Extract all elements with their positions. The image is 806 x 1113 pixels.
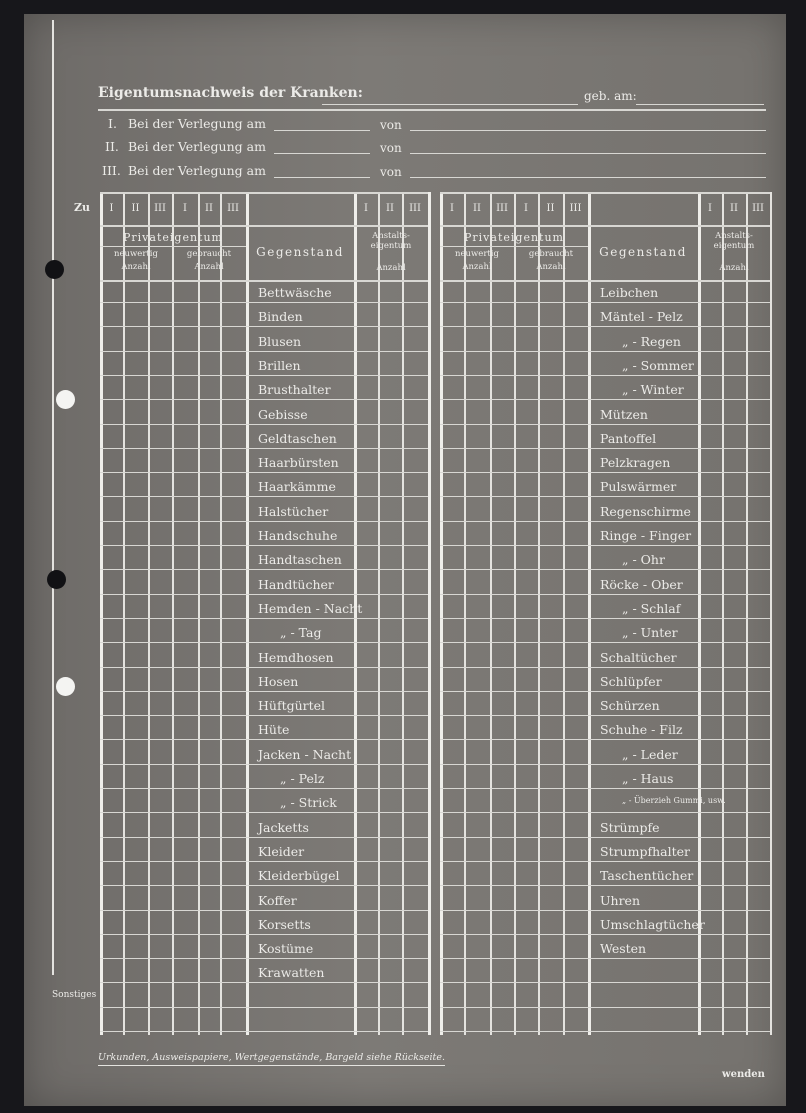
right-item-label: Umschlagtücher — [600, 916, 705, 932]
transfer-von-label: von — [380, 141, 402, 155]
column-roman-header: I — [450, 203, 454, 214]
grid-row-line — [440, 934, 770, 935]
grid-row-line — [440, 280, 770, 282]
grid-row-line — [100, 594, 428, 595]
grid-row-line — [440, 496, 770, 497]
grid-row-line — [440, 958, 770, 959]
right-item-label: Taschentücher — [600, 868, 694, 884]
column-roman-header: III — [496, 203, 508, 214]
grid-row-line — [440, 1031, 770, 1032]
right-item-label: „ - Leder — [622, 746, 678, 762]
transfer-roman: I. — [108, 116, 117, 131]
transfer-von-label: von — [380, 118, 402, 132]
privateigentum-header: Privateigentum — [464, 231, 564, 244]
left-item-label: Geldtaschen — [258, 430, 337, 446]
gegenstand-header: Gegenstand — [256, 245, 344, 259]
left-item-label: Bettwäsche — [258, 285, 332, 300]
grid-row-line — [100, 246, 246, 247]
transfer-roman: III. — [102, 163, 121, 178]
grid-row-line — [440, 302, 770, 303]
grid-row-line — [440, 351, 770, 352]
grid-row-line — [100, 812, 428, 813]
right-item-label: Ringe - Finger — [600, 528, 692, 543]
grid-row-line — [100, 375, 428, 376]
column-roman-header: II — [730, 203, 738, 214]
transfer-von-label: von — [380, 165, 402, 179]
transfer-date-line[interactable] — [274, 153, 370, 154]
grid-row-line — [440, 642, 770, 643]
grid-row-line — [100, 958, 428, 959]
left-item-label: Hosen — [258, 673, 299, 689]
grid-row-line — [100, 280, 428, 282]
transfer-from-line[interactable] — [410, 130, 766, 131]
transfer-label: Bei der Verlegung am — [128, 163, 266, 178]
grid-row-line — [100, 934, 428, 935]
grid-row-line — [440, 812, 770, 813]
left-item-label: Krawatten — [258, 965, 325, 981]
right-item-label: „ - Haus — [622, 771, 674, 786]
grid-row-line — [100, 448, 428, 449]
name-fill-line[interactable] — [322, 104, 578, 105]
grid-row-line — [100, 739, 428, 740]
grid-row-line — [440, 472, 770, 473]
left-item-label: Gebisse — [258, 406, 308, 422]
grid-row-line — [100, 1007, 428, 1008]
left-item-label: „ - Strick — [280, 795, 337, 811]
grid-row-line — [440, 246, 588, 247]
grid-row-line — [440, 837, 770, 838]
transfer-label: Bei der Verlegung am — [128, 139, 266, 154]
grid-row-line — [440, 788, 770, 789]
neuwertig-anzahl: Anzahl — [462, 262, 492, 272]
birthdate-label: geb. am: — [584, 89, 637, 103]
left-item-label: Hemden - Nacht — [258, 600, 363, 616]
grid-row-line — [100, 1031, 428, 1032]
left-item-label: Handtaschen — [258, 552, 342, 568]
column-roman-header: I — [109, 203, 114, 214]
column-roman-header: I — [708, 203, 712, 214]
column-roman-header: I — [364, 203, 368, 214]
grid-row-line — [100, 569, 428, 570]
left-item-label: Jacketts — [258, 819, 309, 835]
grid-row-line — [440, 424, 770, 425]
right-item-label: Röcke - Ober — [600, 576, 683, 592]
header-rule — [98, 109, 766, 111]
grid-row-line — [440, 594, 770, 595]
grid-row-line — [100, 715, 428, 716]
left-item-label: Blusen — [258, 333, 302, 349]
transfer-label: Bei der Verlegung am — [128, 116, 266, 131]
grid-row-line — [440, 192, 770, 194]
form-sheet — [24, 14, 786, 1106]
right-item-label: Pulswärmer — [600, 479, 677, 495]
right-item-label: „ - Winter — [622, 382, 684, 398]
gebraucht-label: gebraucht — [186, 249, 232, 259]
grid-row-line — [100, 472, 428, 473]
left-item-label: Handschuhe — [258, 528, 338, 543]
right-item-label: Schaltücher — [600, 649, 677, 665]
grid-row-line — [100, 861, 428, 862]
punch-hole — [56, 677, 75, 696]
right-item-label: Schlüpfer — [600, 673, 662, 689]
punch-hole — [47, 570, 66, 589]
grid-row-line — [440, 715, 770, 716]
grid-row-line — [440, 1007, 770, 1008]
left-item-label: Jacken - Nacht — [258, 746, 352, 762]
anstalts-label: Anstalts- — [715, 231, 753, 241]
right-item-label: „ - Unter — [622, 625, 678, 641]
grid-row-line — [440, 691, 770, 692]
left-item-label: Handtücher — [258, 576, 334, 592]
grid-column-line — [428, 192, 431, 1035]
transfer-date-line[interactable] — [274, 130, 370, 131]
grid-row-line — [440, 375, 770, 376]
right-item-label: „ - Schlaf — [622, 600, 681, 616]
footer-note: Urkunden, Ausweispapiere, Wertgegenstände, Bargeld siehe Rückseite. — [98, 1053, 445, 1066]
grid-row-line — [100, 192, 428, 194]
left-item-label: Kostüme — [258, 941, 314, 957]
grid-row-line — [100, 691, 428, 692]
grid-row-line — [100, 910, 428, 911]
right-item-label: Uhren — [600, 892, 641, 908]
right-item-label: „ - Ohr — [622, 552, 665, 568]
grid-row-line — [100, 424, 428, 425]
anstalts-label: eigentum — [713, 241, 755, 251]
left-item-label: Kleider — [258, 843, 305, 859]
anstalts-label: eigentum — [370, 241, 412, 251]
gebraucht-anzahl: Anzahl — [194, 262, 224, 272]
column-roman-header: II — [546, 203, 555, 214]
right-item-label: Pantoffel — [600, 430, 657, 446]
column-roman-header: II — [205, 203, 213, 214]
grid-row-line — [100, 496, 428, 497]
anstalts-anzahl: Anzahl — [719, 263, 749, 273]
left-item-label: Koffer — [258, 892, 297, 908]
grid-row-line — [440, 618, 770, 619]
grid-row-line — [100, 351, 428, 352]
right-item-label: Schuhe - Filz — [600, 722, 683, 738]
column-roman-header: III — [409, 203, 421, 214]
form-title: Eigentumsnachweis der Kranken: — [98, 85, 363, 101]
grid-row-line — [440, 982, 770, 983]
grid-column-line — [52, 20, 54, 975]
right-item-label: Strümpfe — [600, 819, 660, 835]
grid-row-line — [100, 618, 428, 619]
right-item-label: „ - Sommer — [622, 357, 694, 373]
column-roman-header: II — [386, 203, 394, 214]
anstalts-anzahl: Anzahl — [376, 263, 406, 273]
grid-column-line — [770, 192, 772, 1035]
birthdate-fill-line[interactable] — [636, 104, 764, 105]
grid-row-line — [440, 667, 770, 668]
zu-label: Zu — [74, 201, 91, 214]
column-roman-header: III — [569, 203, 582, 214]
left-item-label: „ - Tag — [280, 625, 322, 641]
left-item-label: Brusthalter — [258, 382, 331, 398]
transfer-from-line[interactable] — [410, 153, 766, 154]
left-item-label: Hüte — [258, 722, 290, 738]
neuwertig-label: neuwertig — [114, 249, 158, 259]
wenden-label: wenden — [722, 1069, 765, 1080]
right-item-label: Mützen — [600, 406, 648, 422]
grid-row-line — [440, 764, 770, 765]
left-item-label: Korsetts — [258, 916, 311, 932]
left-item-label: „ - Pelz — [280, 771, 325, 786]
grid-row-line — [440, 739, 770, 740]
transfer-date-line[interactable] — [274, 177, 370, 178]
right-item-label: Regenschirme — [600, 503, 691, 519]
left-item-label: Haarkämme — [258, 479, 336, 495]
grid-row-line — [100, 302, 428, 303]
left-item-label: Binden — [258, 309, 303, 325]
grid-row-line — [100, 545, 428, 546]
right-item-label: „ - Regen — [622, 333, 681, 349]
right-item-label: Strumpfhalter — [600, 843, 690, 859]
right-item-label: „ - Überzieh Gummi, usw. — [622, 796, 726, 806]
grid-row-line — [100, 885, 428, 886]
left-item-label: Haarbürsten — [258, 455, 339, 471]
grid-row-line — [100, 764, 428, 765]
grid-row-line — [100, 642, 428, 643]
grid-row-line — [440, 885, 770, 886]
privateigentum-header: Privateigentum — [123, 231, 223, 244]
grid-row-line — [100, 521, 428, 522]
grid-row-line — [100, 225, 428, 227]
left-item-label: Hemdhosen — [258, 649, 334, 665]
grid-row-line — [440, 861, 770, 862]
gebraucht-label: gebraucht — [528, 249, 574, 259]
gegenstand-header: Gegenstand — [599, 245, 687, 259]
grid-row-line — [100, 399, 428, 400]
grid-row-line — [440, 521, 770, 522]
left-item-label: Hüftgürtel — [258, 698, 326, 714]
grid-row-line — [440, 399, 770, 400]
neuwertig-label: neuwertig — [455, 249, 499, 259]
grid-row-line — [100, 667, 428, 668]
grid-row-line — [440, 448, 770, 449]
right-item-label: Mäntel - Pelz — [600, 309, 683, 325]
column-roman-header: III — [154, 203, 166, 214]
right-item-label: Leibchen — [600, 285, 659, 300]
grid-row-line — [440, 910, 770, 911]
anstalts-label: Anstalts- — [372, 231, 410, 241]
punch-hole — [45, 260, 64, 279]
grid-row-line — [100, 837, 428, 838]
grid-row-line — [100, 788, 428, 789]
grid-row-line — [100, 326, 428, 327]
transfer-roman: II. — [105, 139, 119, 154]
column-roman-header: II — [473, 203, 481, 214]
right-item-label: Pelzkragen — [600, 455, 671, 471]
grid-row-line — [440, 545, 770, 546]
left-item-label: Brillen — [258, 357, 301, 373]
grid-row-line — [440, 569, 770, 570]
gebraucht-anzahl: Anzahl — [536, 262, 566, 272]
column-roman-header: III — [227, 203, 239, 214]
column-roman-header: III — [752, 203, 764, 214]
left-item-label: Halstücher — [258, 503, 329, 519]
punch-hole — [56, 390, 75, 409]
transfer-from-line[interactable] — [410, 177, 766, 178]
column-roman-header: I — [183, 203, 187, 214]
column-roman-header: I — [524, 203, 528, 214]
left-item-label: Kleiderbügel — [258, 868, 340, 884]
neuwertig-anzahl: Anzahl — [121, 262, 151, 272]
right-item-label: Schürzen — [600, 698, 660, 714]
column-roman-header: II — [131, 203, 140, 214]
grid-row-line — [440, 225, 770, 227]
sonstiges-label: Sonstiges — [52, 990, 97, 1000]
grid-row-line — [440, 326, 770, 327]
grid-row-line — [100, 982, 428, 983]
right-item-label: Westen — [600, 941, 647, 957]
